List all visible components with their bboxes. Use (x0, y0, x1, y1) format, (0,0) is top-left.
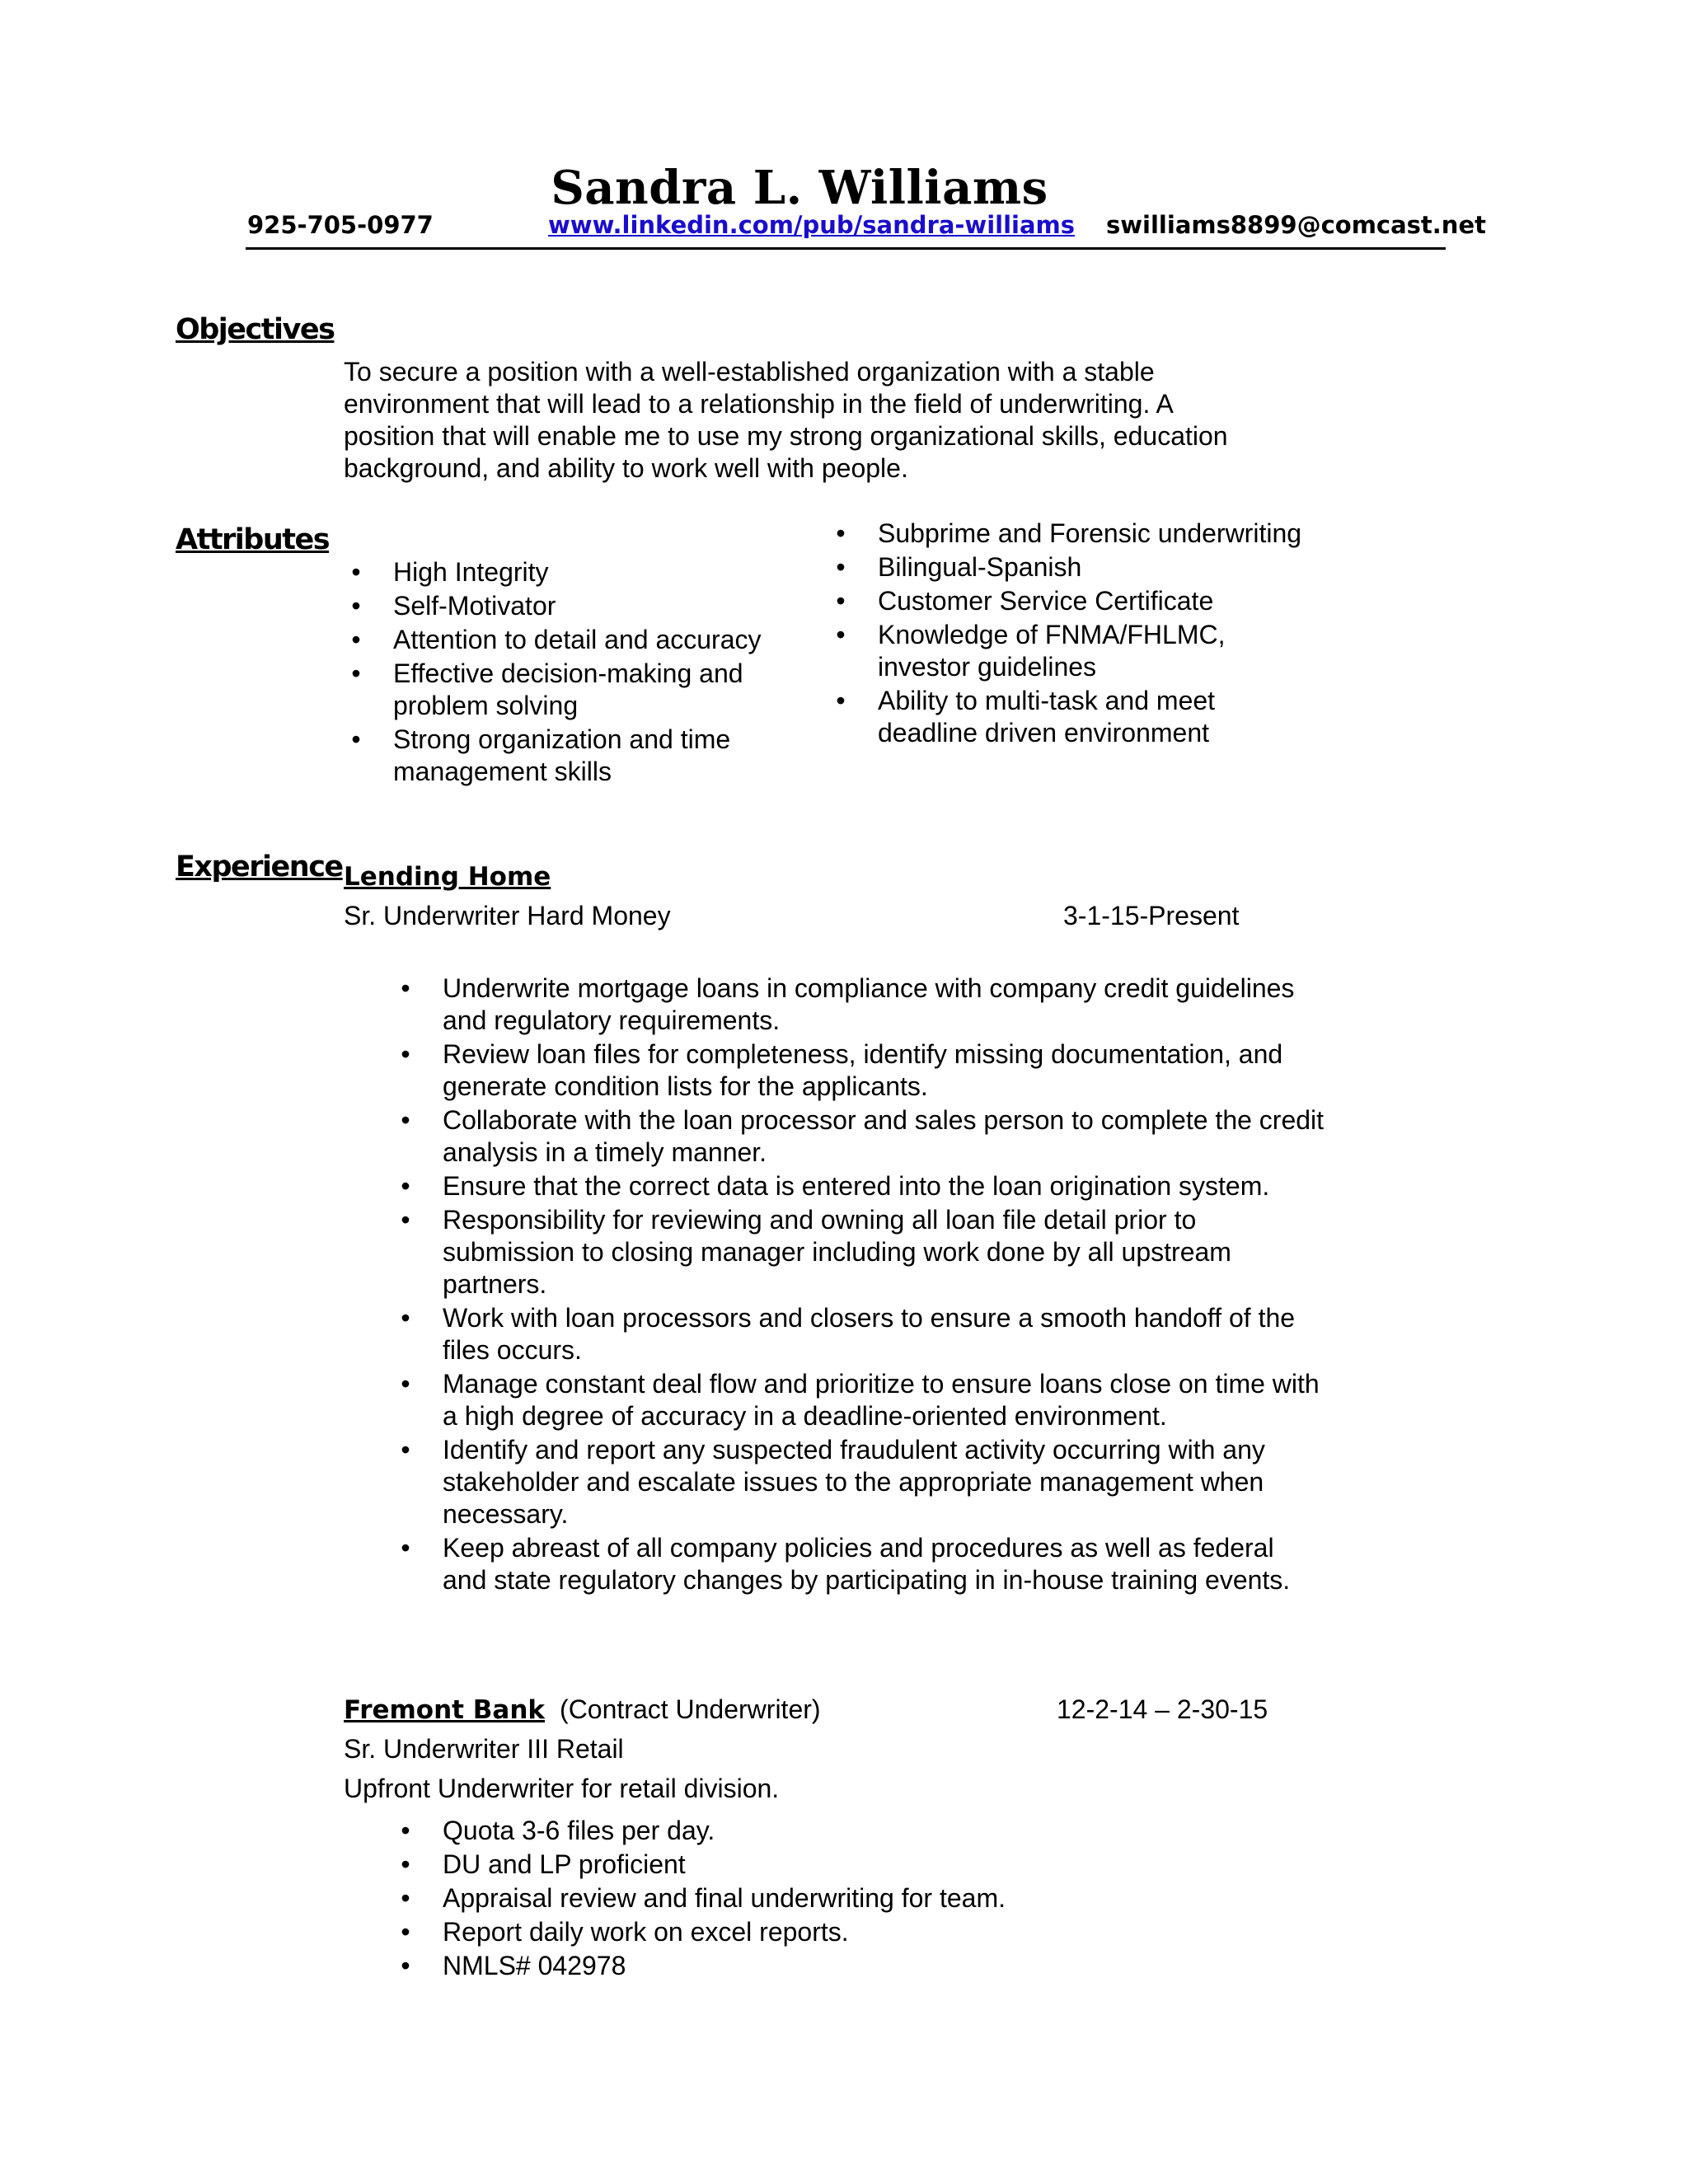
list-item: • Strong organization and time management skills (351, 724, 731, 786)
list-item: • NMLS# 042978 (401, 1951, 626, 1980)
list-item: • Quota 3-6 files per day. (401, 1816, 715, 1845)
list-item: • Customer Service Certificate (836, 586, 1214, 616)
list-item: • Responsibility for reviewing and owning all loan file detail prior to submission to closing manager including work done by all upstream partners. (401, 1205, 1231, 1299)
company-line (344, 1694, 821, 1727)
company-note: (Contract Underwriter) (560, 1694, 821, 1724)
list-item: • Underwrite mortgage loans in compliance with company credit guidelines and regulatory requirements. (401, 973, 1295, 1035)
email-address: swilliams8899@comcast.net (1106, 211, 1486, 239)
attributes-list-right (828, 518, 1306, 751)
phone-number: 925-705-0977 (247, 211, 434, 239)
list-item: • Attention to detail and accuracy (351, 625, 762, 654)
job-responsibilities (393, 1815, 1325, 1984)
job-title: Sr. Underwriter Hard Money (344, 901, 671, 930)
objective-text (344, 356, 1292, 485)
list-item: • Bilingual-Spanish (836, 552, 1082, 582)
objective-line: environment that will lead to a relationship in the field of underwriting. A (344, 389, 1174, 419)
list-item: • Subprime and Forensic underwriting (836, 518, 1302, 548)
list-item: • Ability to multi-task and meet deadline driven environment (836, 686, 1216, 748)
attributes-list-left (344, 556, 822, 790)
list-item: • Keep abreast of all company policies and procedures as well as federal and state regulatory changes by participating in in-house training events. (401, 1533, 1291, 1595)
list-item: • Manage constant deal flow and prioritize to ensure loans close on time with a high degree of accuracy in a deadline-oriented environment. (401, 1369, 1320, 1431)
objective-line: To secure a position with a well-established organization with a stable (344, 357, 1155, 387)
company-name: Lending Home (344, 862, 551, 892)
company-name: Fremont Bank (344, 1695, 546, 1725)
list-item: • Collaborate with the loan processor and sales person to complete the credit analysis in a timely manner. (401, 1105, 1325, 1167)
header-divider (246, 247, 1446, 250)
attributes-heading: Attributes (176, 523, 330, 556)
job-description: Upfront Underwriter for retail division. (344, 1774, 780, 1803)
list-item: • Report daily work on excel reports. (401, 1917, 849, 1947)
list-item: • Self-Motivator (351, 591, 556, 621)
list-item: • Ensure that the correct data is entered into the loan origination system. (401, 1171, 1270, 1201)
list-item: • Work with loan processors and closers to ensure a smooth handoff of the files occurs. (401, 1303, 1296, 1365)
linkedin-link[interactable]: www.linkedin.com/pub/sandra-williams (548, 211, 1076, 239)
list-item: • Review loan files for completeness, identify missing documentation, and generate condition lists for the applicants. (401, 1039, 1283, 1101)
candidate-name: Sandra L. Williams (551, 161, 1048, 215)
list-item: • DU and LP proficient (401, 1849, 686, 1879)
job-responsibilities (393, 972, 1325, 1598)
job-title: Sr. Underwriter III Retail (344, 1734, 624, 1764)
objectives-heading: Objectives (176, 313, 335, 346)
list-item: • Knowledge of FNMA/FHLMC, investor guidelines (836, 620, 1226, 682)
list-item: • High Integrity (351, 557, 549, 587)
objective-line: position that will enable me to use my strong organizational skills, education (344, 421, 1228, 451)
list-item: • Appraisal review and final underwriting for team. (401, 1883, 1006, 1913)
job-dates: 3-1-15-Present (1063, 901, 1240, 930)
objective-line: background, and ability to work well with people. (344, 453, 908, 483)
list-item: • Identify and report any suspected fraudulent activity occurring with any stakeholder and escalate issues to the appropriate management when necessary. (401, 1435, 1265, 1529)
list-item: • Effective decision-making and problem solving (351, 658, 743, 720)
experience-heading: Experience (176, 851, 343, 883)
job-dates: 12-2-14 – 2-30-15 (1057, 1694, 1268, 1724)
